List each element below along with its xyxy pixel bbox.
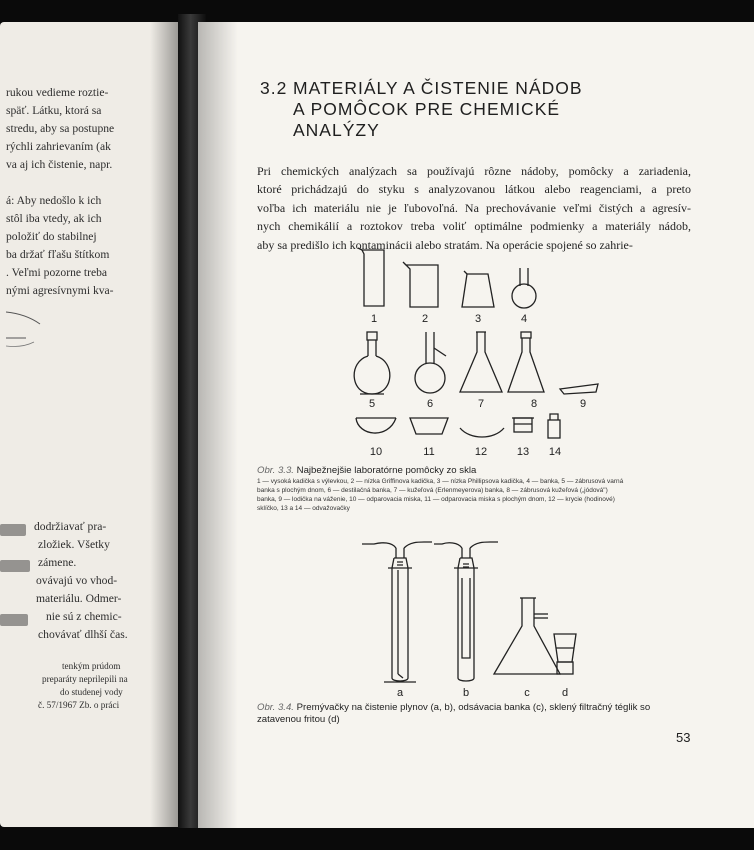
text-line: späť. Látku, ktorá sa xyxy=(6,104,102,117)
text-line: ba držať fľašu štítkom xyxy=(6,248,110,261)
text-line: tenkým prúdom xyxy=(62,661,121,671)
text-line: stredu, aby sa postupne xyxy=(6,122,115,135)
text-line: materiálu. Odmer- xyxy=(36,592,122,605)
caption-legend-line: 1 — vysoká kadička s výlevkou, 2 — nízka Griffinova kadička, 3 — nízka Phillipsova kadička, 4 — banka, 5 — zábrusová varná xyxy=(257,478,624,485)
text-line: položiť do stabilnej xyxy=(6,230,97,243)
figure-item-number: 2 xyxy=(421,313,429,325)
text-line: preparáty neprilepili na xyxy=(42,674,128,684)
text-line: do studenej vody xyxy=(60,687,123,697)
text-line: zámene. xyxy=(38,556,77,569)
figure-caption-3-3 xyxy=(257,465,623,513)
text-line: ovávajú vo vhod- xyxy=(36,574,118,587)
figure-item-letter: d xyxy=(561,687,569,699)
figure-item-number: 7 xyxy=(477,398,485,410)
right-page xyxy=(198,22,754,830)
text-line: č. 57/1967 Zb. o práci xyxy=(38,700,120,710)
caption-label: Obr. 3.4. xyxy=(257,702,294,713)
figure-item-number: 1 xyxy=(370,313,378,325)
paragraph-line: Pri chemických analýzach sa používajú rôzne nádoby, pomôcky a zariadenia, xyxy=(257,164,691,178)
section-title-line: ANALÝZY xyxy=(293,120,380,140)
caption-legend-line: sklíčko, 13 a 14 — odvažovačky xyxy=(257,505,350,512)
left-page xyxy=(0,22,190,827)
figure-item-number: 9 xyxy=(579,398,587,410)
figure-item-number: 4 xyxy=(520,313,528,325)
text-line: stôl iba vtedy, ak ich xyxy=(6,212,102,225)
ink-smudge xyxy=(0,560,30,572)
figure-item-letter: c xyxy=(524,687,530,699)
paragraph-line: nych chemikálií a roztokov treba voliť optimálne podmienky a materiály nádob, xyxy=(257,219,691,234)
text-line: . Veľmi pozorne treba xyxy=(6,266,108,279)
caption-text: zatavenou fritou (d) xyxy=(257,714,340,725)
section-title-line: MATERIÁLY A ČISTENIE NÁDOB xyxy=(293,78,583,98)
left-page-text-top xyxy=(6,84,142,300)
left-page-footnote xyxy=(6,660,142,712)
figure-item-letter: b xyxy=(462,687,470,699)
text-line: rukou vedieme roztie- xyxy=(6,86,109,99)
ink-smudge xyxy=(0,524,26,536)
figure-item-number: 5 xyxy=(368,398,376,410)
text-line: zložiek. Všetky xyxy=(38,538,110,551)
paragraph-line: voľba ich materiálu nie je ľubovoľná. Na prechovávanie veľmi čistých a agresív- xyxy=(257,200,691,215)
scan-bottom-border xyxy=(0,828,754,850)
figure-item-number: 10 xyxy=(369,446,383,458)
figure-item-number: 8 xyxy=(530,398,538,410)
ink-smudge xyxy=(0,614,28,626)
figure-item-number: 3 xyxy=(474,313,482,325)
figure-item-number: 11 xyxy=(423,446,435,458)
left-page-figure-fragment xyxy=(6,302,66,362)
caption-legend-line: banka s plochým dnom, 6 — destilačná banka, 7 — kužeľová (Erlenmeyerova) banka, 8 — zábrusová kužeľová („jódová") xyxy=(257,487,608,494)
text-line: dodržiavať pra- xyxy=(34,520,107,533)
text-line xyxy=(6,174,142,192)
paragraph-line: ktoré prichádzajú do styku s analyzovanou látkou alebo reagenciami, a preto xyxy=(257,182,691,197)
figure-item-number: 12 xyxy=(474,446,488,458)
section-number: 3.2 xyxy=(260,78,288,98)
caption-title: Najbežnejšie laboratórne pomôcky zo skla xyxy=(296,465,477,476)
text-line: á: Aby nedošlo k ich xyxy=(6,194,102,207)
figure-item-number: 6 xyxy=(426,398,434,410)
text-line: nými agresívnymi kva- xyxy=(6,284,114,297)
section-title-line: A POMÔCOK PRE CHEMICKÉ xyxy=(293,99,561,119)
text-line: rýchli zahrievaním (ak xyxy=(6,140,111,153)
caption-text: Premývačky na čistenie plynov (a, b), odsávacia banka (c), sklený filtračný téglik so xyxy=(296,702,651,713)
paragraph-line: aby sa predišlo ich kontaminácii alebo stratám. Na operácie spojené so zahrie- xyxy=(257,237,633,252)
text-line: va aj ich čistenie, napr. xyxy=(6,158,113,171)
text-line: chovávať dlhší čas. xyxy=(38,628,128,641)
caption-label: Obr. 3.3. xyxy=(257,465,294,476)
page-number: 53 xyxy=(676,730,691,745)
text-line: nie sú z chemic- xyxy=(46,610,122,623)
caption-legend-line: banka, 9 — lodička na váženie, 10 — odparovacia miska, 11 — odparovacia miska s plochým dnom, 12 — krycie (hodinové) xyxy=(257,496,615,503)
figure-item-number: 14 xyxy=(548,446,562,458)
figure-caption-3-4 xyxy=(257,702,650,726)
figure-item-number: 13 xyxy=(516,446,530,458)
figure-item-letter: a xyxy=(396,687,404,699)
